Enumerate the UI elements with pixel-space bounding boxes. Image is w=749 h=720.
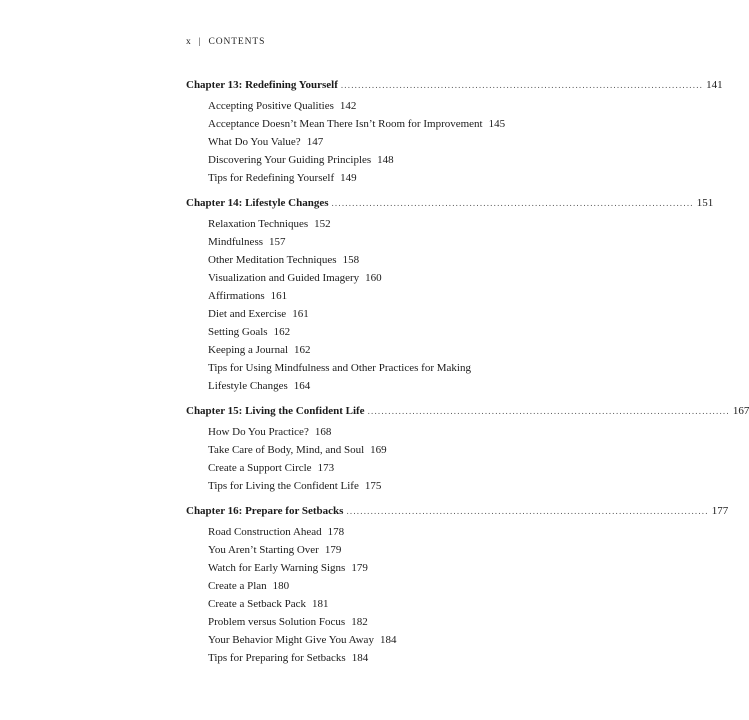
section-page: 161 xyxy=(270,290,288,302)
section-page: 175 xyxy=(364,480,382,492)
section-title: Other Meditation Techniques xyxy=(208,254,337,266)
section-entry xyxy=(186,595,522,613)
section-title: Setting Goals xyxy=(208,326,268,338)
section-entry xyxy=(186,577,522,595)
chapter-page: 151 xyxy=(696,197,714,209)
chapter-title: Chapter 15: Living the Confident Life xyxy=(186,405,365,417)
section-title: Take Care of Body, Mind, and Soul xyxy=(208,444,365,456)
section-title: Create a Support Circle xyxy=(208,462,312,474)
section-entry xyxy=(186,477,522,495)
section-title: Create a Plan xyxy=(208,580,267,592)
section-title: Watch for Early Warning Signs xyxy=(208,562,346,574)
section-entry xyxy=(186,423,522,441)
section-entry xyxy=(186,269,522,287)
section-entry xyxy=(186,559,522,577)
section-entry xyxy=(186,305,522,323)
section-page: 164 xyxy=(293,380,311,392)
section-title: Tips for Using Mindfulness and Other Practices for Making Lifestyle Changes xyxy=(208,362,471,392)
chapter-title: Chapter 16: Prepare for Setbacks xyxy=(186,505,344,517)
section-page: 180 xyxy=(272,580,290,592)
chapter-heading xyxy=(186,505,729,523)
section-title: Your Behavior Might Give You Away xyxy=(208,634,374,646)
section-entry xyxy=(186,133,522,151)
chapter-16 xyxy=(186,505,729,667)
section-entry xyxy=(186,233,522,251)
chapter-heading xyxy=(186,405,749,423)
section-title: You Aren’t Starting Over xyxy=(208,544,319,556)
chapter-title: Chapter 14: Lifestyle Changes xyxy=(186,197,329,209)
chapter-page: 177 xyxy=(711,505,729,517)
section-entry xyxy=(186,359,498,395)
section-page: 179 xyxy=(351,562,368,574)
section-page: 148 xyxy=(377,154,394,166)
section-entry xyxy=(186,323,522,341)
section-page: 162 xyxy=(294,344,311,356)
section-title: Road Construction Ahead xyxy=(208,526,322,538)
section-entry xyxy=(186,97,522,115)
section-page: 173 xyxy=(317,462,335,474)
section-title: Accepting Positive Qualities xyxy=(208,100,334,112)
chapter-heading xyxy=(186,197,714,215)
section-page: 157 xyxy=(269,236,286,248)
section-title: Mindfulness xyxy=(208,236,263,248)
section-page: 182 xyxy=(351,616,368,628)
section-title: Tips for Living the Confident Life xyxy=(208,480,359,492)
section-title: Keeping a Journal xyxy=(208,344,289,356)
section-page: 147 xyxy=(306,136,324,148)
section-title: Problem versus Solution Focus xyxy=(208,616,346,628)
dot-leader: ......................................................................................................... xyxy=(367,406,730,416)
section-page: 184 xyxy=(379,634,397,646)
section-entry xyxy=(186,541,522,559)
section-page: 145 xyxy=(488,118,506,130)
chapter-page: 141 xyxy=(706,79,723,91)
section-title: Affirmations xyxy=(208,290,265,302)
section-page: 161 xyxy=(292,308,309,320)
chapter-heading xyxy=(186,79,723,97)
header-separator: | xyxy=(198,37,202,47)
section-title: How Do You Practice? xyxy=(208,426,309,438)
section-entry xyxy=(186,441,522,459)
section-entry xyxy=(186,613,522,631)
section-page: 152 xyxy=(314,218,331,230)
section-page: 184 xyxy=(351,652,369,664)
section-entry xyxy=(186,341,522,359)
section-page: 142 xyxy=(339,100,357,112)
section-title: Relaxation Techniques xyxy=(208,218,309,230)
dot-leader: ......................................................................................................... xyxy=(331,198,694,208)
section-title: Visualization and Guided Imagery xyxy=(208,272,360,284)
section-page: 168 xyxy=(314,426,332,438)
dot-leader: ......................................................................................................... xyxy=(346,506,709,516)
section-page: 149 xyxy=(340,172,357,184)
section-entry xyxy=(186,169,522,187)
section-title: Acceptance Doesn’t Mean There Isn’t Room for Improvement xyxy=(208,118,483,130)
running-header xyxy=(186,37,265,47)
section-page: 160 xyxy=(365,272,382,284)
chapter-13 xyxy=(186,79,723,187)
section-entry xyxy=(186,631,522,649)
table-of-contents xyxy=(186,79,749,677)
section-page: 179 xyxy=(324,544,342,556)
section-entry xyxy=(186,459,522,477)
section-entry xyxy=(186,151,522,169)
page-number: x xyxy=(186,37,192,47)
section-title: What Do You Value? xyxy=(208,136,301,148)
chapter-page: 167 xyxy=(732,405,749,417)
section-entry xyxy=(186,287,522,305)
chapter-title: Chapter 13: Redefining Yourself xyxy=(186,79,338,91)
section-entry xyxy=(186,215,522,233)
section-page: 178 xyxy=(327,526,345,538)
header-title: CONTENTS xyxy=(208,37,266,47)
section-title: Diet and Exercise xyxy=(208,308,287,320)
section-entry xyxy=(186,649,522,667)
chapter-14 xyxy=(186,197,714,395)
section-title: Create a Setback Pack xyxy=(208,598,307,610)
section-page: 169 xyxy=(370,444,387,456)
chapter-15 xyxy=(186,405,749,495)
section-title: Discovering Your Guiding Principles xyxy=(208,154,372,166)
section-entry xyxy=(186,251,522,269)
section-entry xyxy=(186,523,522,541)
section-title: Tips for Preparing for Setbacks xyxy=(208,652,346,664)
section-page: 158 xyxy=(342,254,360,266)
section-page: 181 xyxy=(312,598,329,610)
section-entry xyxy=(186,115,522,133)
dot-leader: ......................................................................................................... xyxy=(340,80,704,90)
section-title: Tips for Redefining Yourself xyxy=(208,172,335,184)
section-page: 162 xyxy=(273,326,291,338)
